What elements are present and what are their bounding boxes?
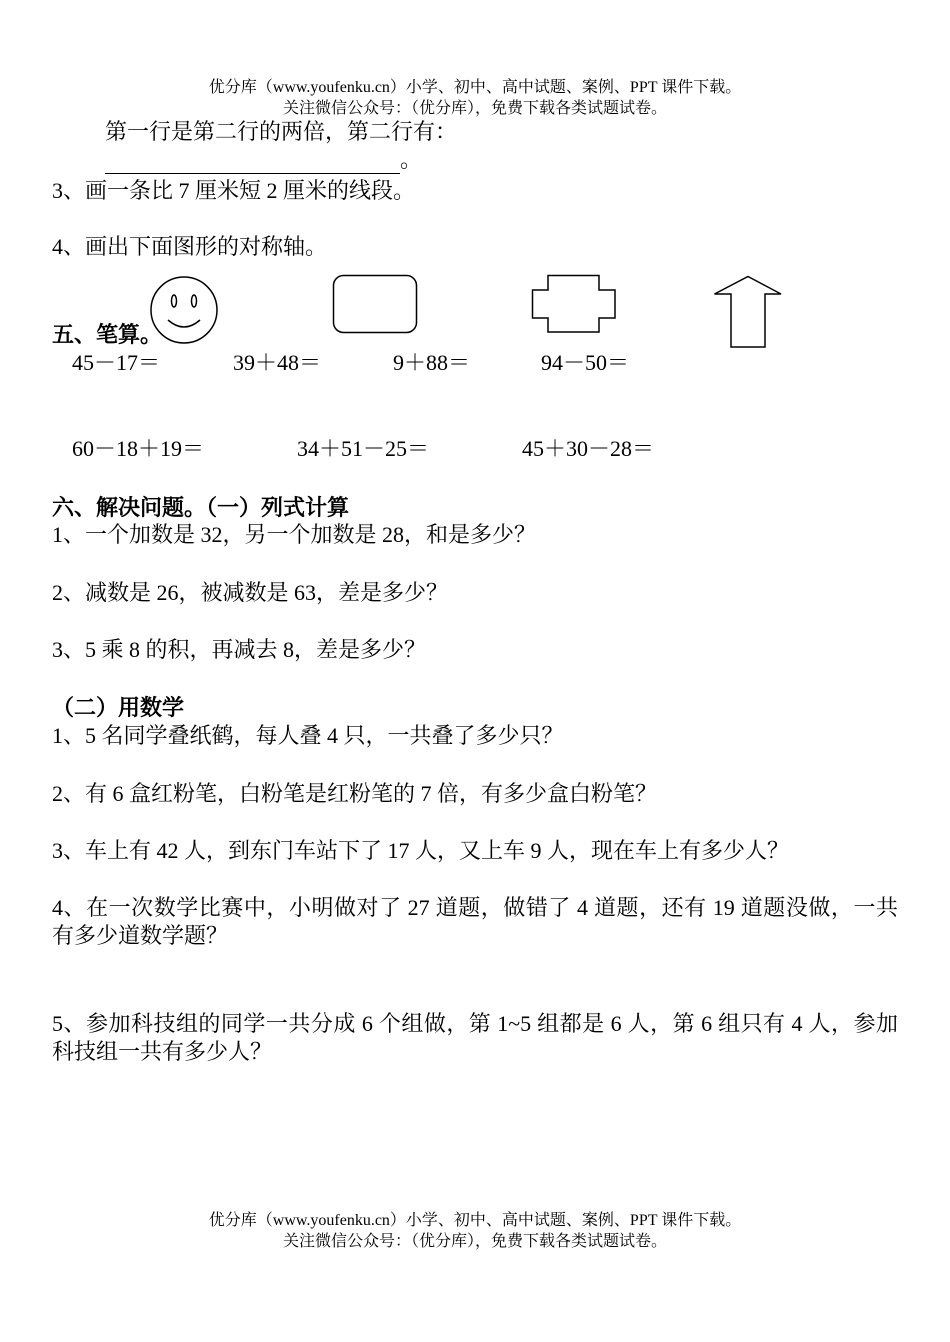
section-5-title: 五、笔算。 bbox=[52, 322, 163, 347]
cross-shape[interactable] bbox=[531, 274, 619, 336]
section-6-title: 六、解决问题。（一）列式计算 bbox=[52, 495, 350, 520]
problem-2-1: 1、5 名同学叠纸鹤，每人叠 4 只，一共叠了多少只？ bbox=[52, 723, 564, 748]
rounded-rectangle-shape[interactable] bbox=[332, 274, 420, 336]
problem-1-1: 1、一个加数是 32，另一个加数是 28，和是多少？ bbox=[52, 522, 537, 547]
answer-blank[interactable] bbox=[105, 151, 400, 174]
up-arrow-shape[interactable] bbox=[713, 275, 785, 351]
calc-row1-item: 45－17＝ bbox=[72, 350, 161, 375]
header-line-2: 关注微信公众号：（优分库），免费下载各类试题试卷。 bbox=[282, 100, 667, 117]
problem-2-3: 3、车上有 42 人，到东门车站下了 17 人，又上车 9 人，现在车上有多少人？ bbox=[52, 838, 790, 863]
fill-blank-end: 。 bbox=[400, 147, 423, 172]
problem-1-3: 3、5 乘 8 的积，再减去 8，差是多少？ bbox=[52, 637, 427, 662]
calc-row1-item: 9＋88＝ bbox=[393, 350, 471, 375]
problem-2-2: 2、有 6 盒红粉笔，白粉笔是红粉笔的 7 倍，有多少盒白粉笔？ bbox=[52, 781, 658, 806]
footer-line-2: 关注微信公众号：（优分库），免费下载各类试题试卷。 bbox=[282, 1233, 667, 1250]
header-line-1: 优分库（www.youfenku.cn）小学、初中、高中试题、案例、PPT 课件下载。 bbox=[208, 79, 742, 96]
problem-2-4: 4、在一次数学比赛中，小明做对了 27 道题，做错了 4 道题，还有 19 道题没做，一共有多少道数学题？ bbox=[52, 895, 898, 948]
calc-row1-item: 94－50＝ bbox=[541, 350, 630, 375]
problem-1-2: 2、减数是 26，被减数是 63，差是多少？ bbox=[52, 580, 449, 605]
fill-blank-answer-line bbox=[105, 146, 422, 174]
calc-row2-item: 60－18＋19＝ bbox=[72, 436, 205, 461]
calc-row1-item: 39＋48＝ bbox=[233, 350, 322, 375]
fill-blank-question: 第一行是第二行的两倍，第二行有： bbox=[105, 119, 458, 144]
draw-question-3: 3、画一条比 7 厘米短 2 厘米的线段。 bbox=[52, 178, 416, 203]
calc-row2-item: 45＋30－28＝ bbox=[522, 436, 655, 461]
problem-2-5: 5、参加科技组的同学一共分成 6 个组做，第 1~5 组都是 6 人，第 6 组只有 4 人，参加科技组一共有多少人？ bbox=[52, 1011, 898, 1064]
part-2-title: （二）用数学 bbox=[52, 695, 185, 720]
footer-line-1: 优分库（www.youfenku.cn）小学、初中、高中试题、案例、PPT 课件下载。 bbox=[208, 1212, 742, 1229]
draw-question-4: 4、画出下面图形的对称轴。 bbox=[52, 234, 328, 259]
calc-row2-item: 34＋51－25＝ bbox=[297, 436, 430, 461]
